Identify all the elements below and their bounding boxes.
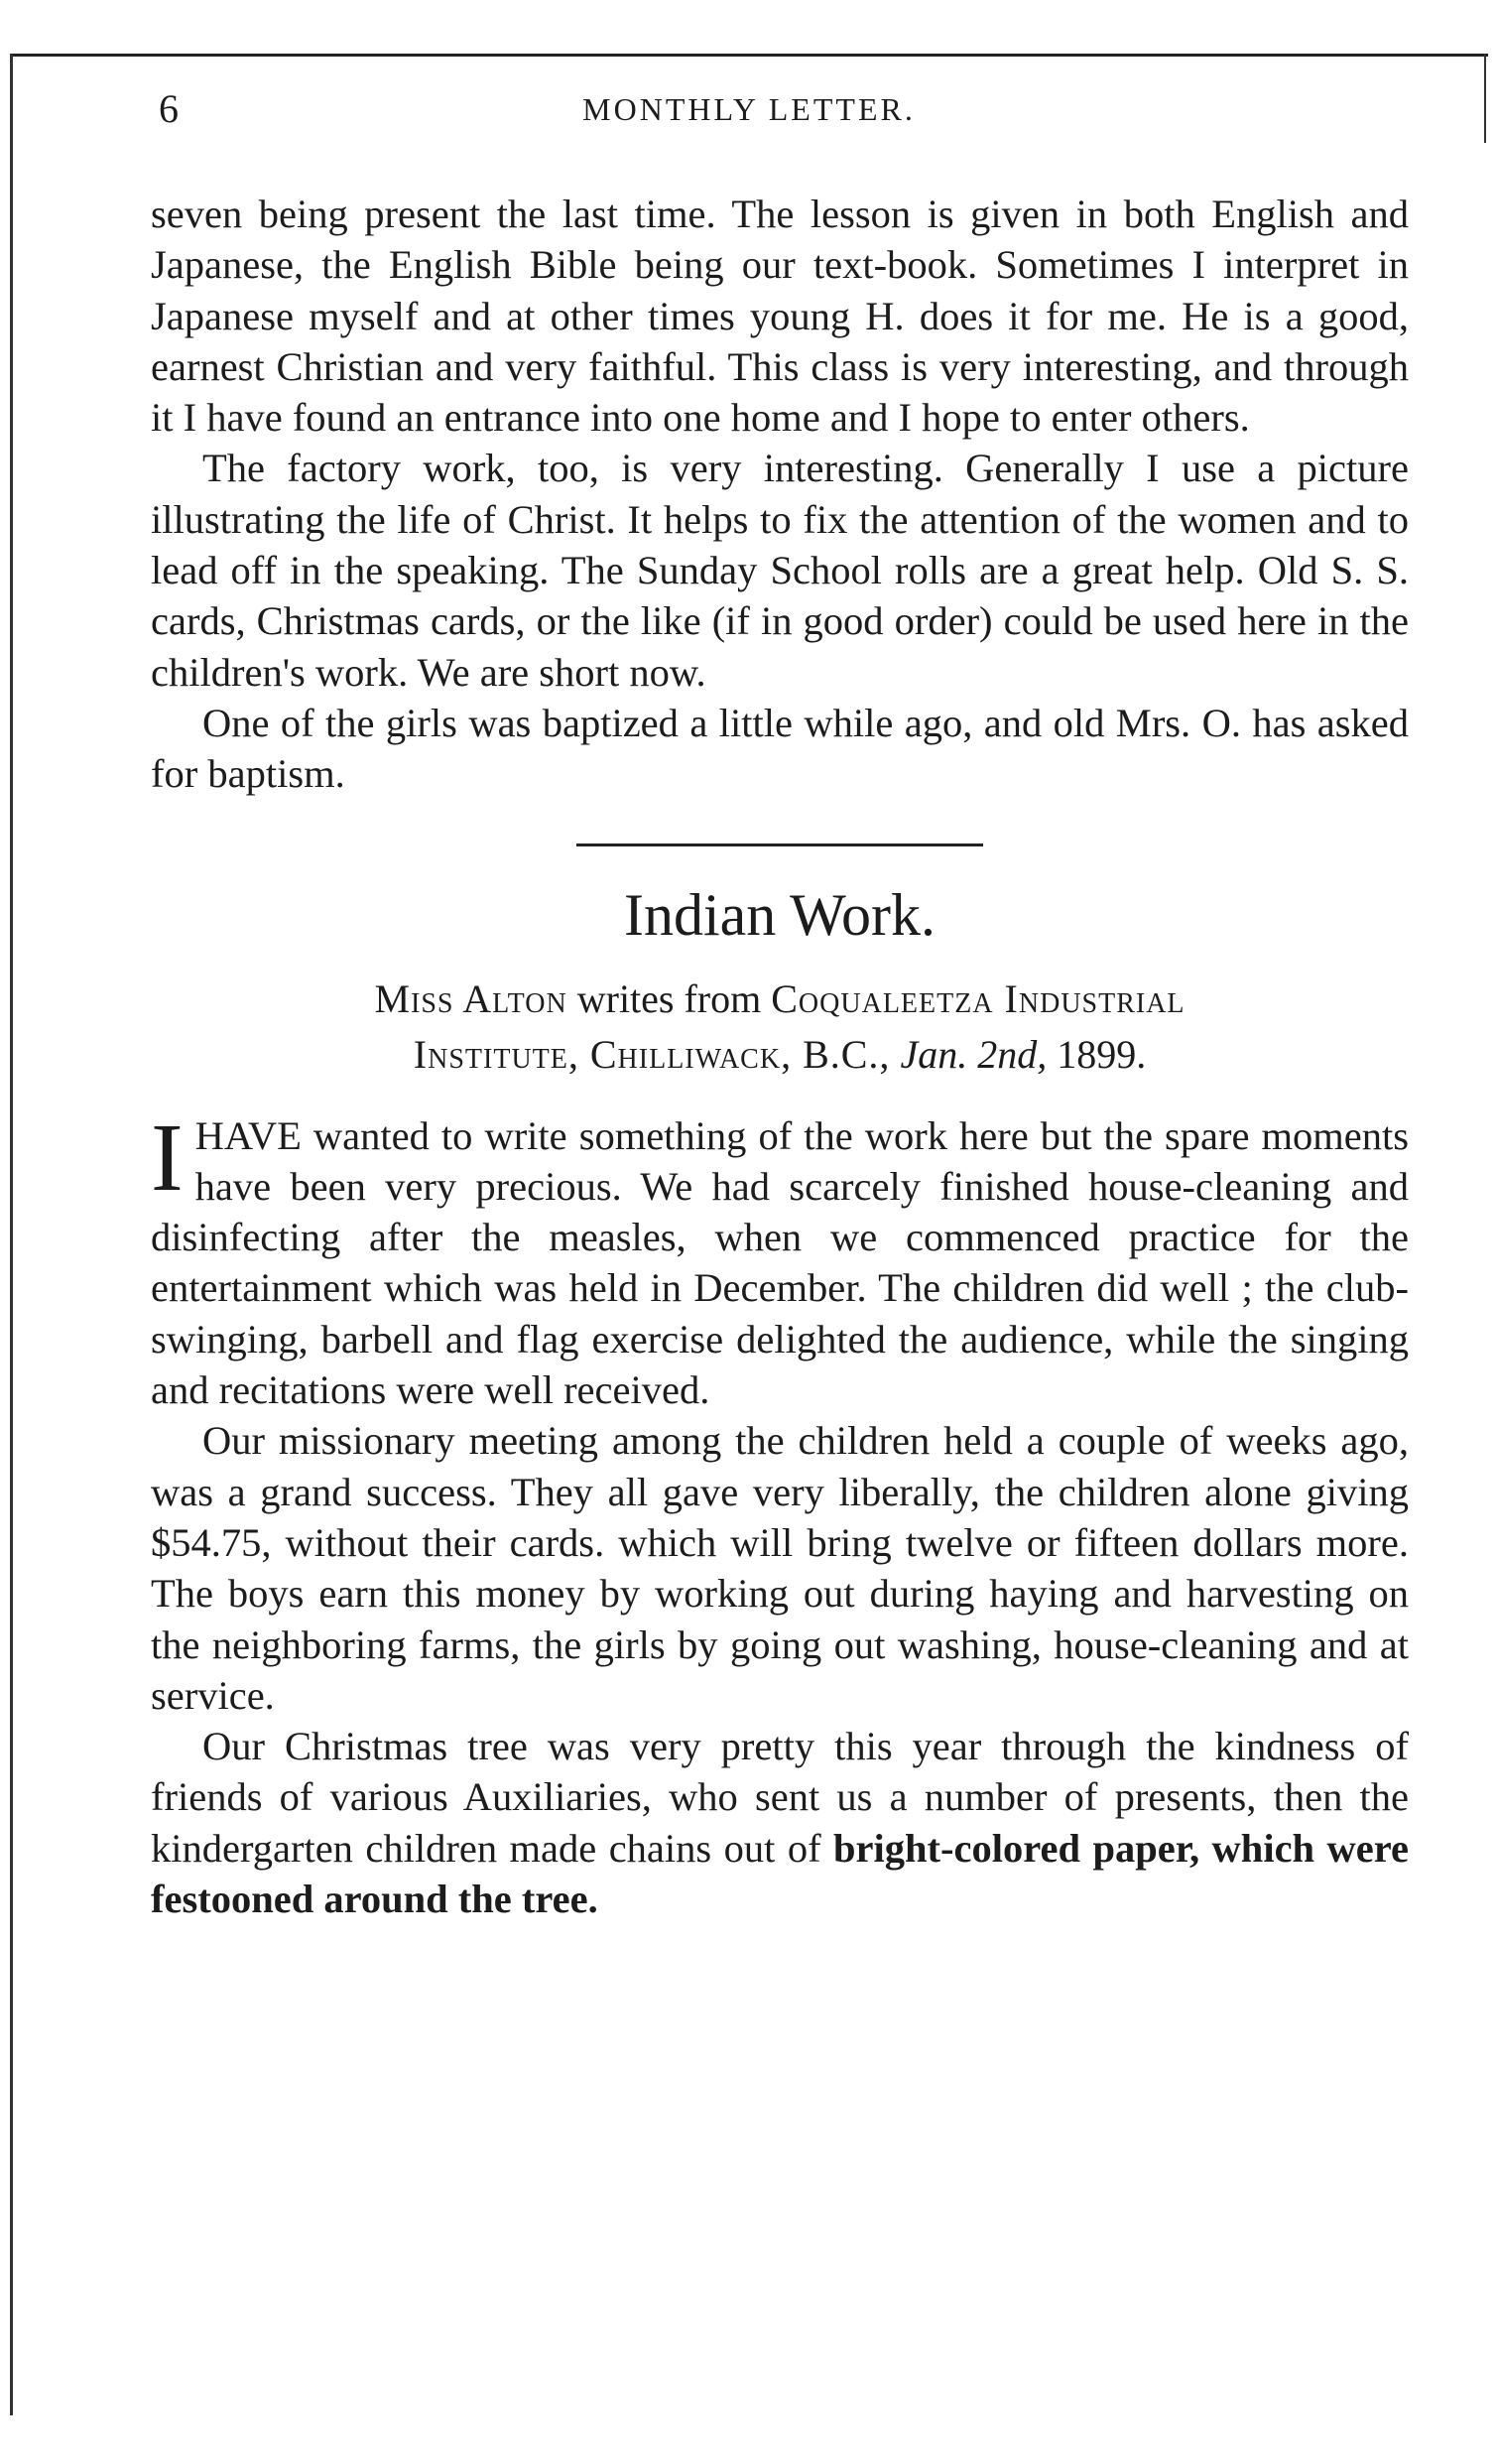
letter-paragraph-3-bold: bright-colored paper, which were festooned around the tree. <box>151 1825 1409 1922</box>
author-name: Miss Alton <box>374 975 567 1021</box>
drop-cap: I <box>151 1103 184 1212</box>
continued-paragraph-1: seven being present the last time. The lesson is given in both English and Japanese, the English Bible being our text-book. Sometimes I interpret in Japanese myself and at other times young H. does it for me. He is a good, earnest Christian and very faithful. This class is very interesting, and through it I have found an entrance into one home and I hope to enter others. <box>151 192 1409 441</box>
section-title: Indian Work. <box>623 881 936 948</box>
continued-paragraph-2: The factory work, too, is very interesting. Generally I use a picture illustrating the life of Christ. It helps to fix the attention of the women and to lead off in the speaking. The Sunday School rolls are a great help. Old S. S. cards, Christmas cards, or the like (if in good order) could be used here in the children's work. We are short now. <box>151 446 1409 695</box>
letter-body <box>151 1103 1409 1925</box>
letter-paragraph-2: Our missionary meeting among the children held a couple of weeks ago, was a grand success. They all gave very liberally, the children alone giving $54.75, without their cards. which will bring twelve or fifteen dollars more. The boys earn this money by working out during haying and harvesting on the neighboring farms, the girls by going out washing, house-cleaning and at service. <box>151 1418 1409 1718</box>
letter-paragraph-1-text: HAVE wanted to write something of the work here but the spare moments have been very precious. We had scarcely finished house-cleaning and disinfecting after the measles, when we commenced practice for the entertainment which was held in December. The children did well ; the club-swinging, barbell and flag exercise delighted the audience, while the singing and recitations were well received. <box>151 1112 1409 1413</box>
byline-line-1 <box>151 972 1409 1027</box>
byline-line-2 <box>151 1027 1409 1083</box>
byline-place-1: Coqualeetza Industrial <box>771 975 1186 1021</box>
letter-paragraph-3 <box>151 1721 1409 1924</box>
byline-connector: writes from <box>576 975 762 1021</box>
byline-date: Jan. 2nd, <box>900 1031 1048 1077</box>
section-divider <box>576 843 983 846</box>
byline-year: 1899. <box>1057 1031 1147 1077</box>
letter-paragraph-1 <box>151 1103 1409 1416</box>
byline-place-2: Institute, Chilliwack, B.C., <box>413 1031 891 1077</box>
continued-paragraph-3: One of the girls was baptized a little while ago, and old Mrs. O. has asked for baptism. <box>151 700 1409 797</box>
page-body <box>151 189 1409 1924</box>
left-border-rule <box>10 54 13 2415</box>
running-head: MONTHLY LETTER. <box>582 91 916 127</box>
letter-paragraph-3-lead: Our Christmas tree was very pretty this year through the kindness of friends of various Auxiliaries, who sent us a number of presents, then the kindergarten children made chains out of <box>151 1724 1409 1871</box>
page-number: 6 <box>159 86 179 131</box>
top-border-rule <box>10 54 1488 57</box>
